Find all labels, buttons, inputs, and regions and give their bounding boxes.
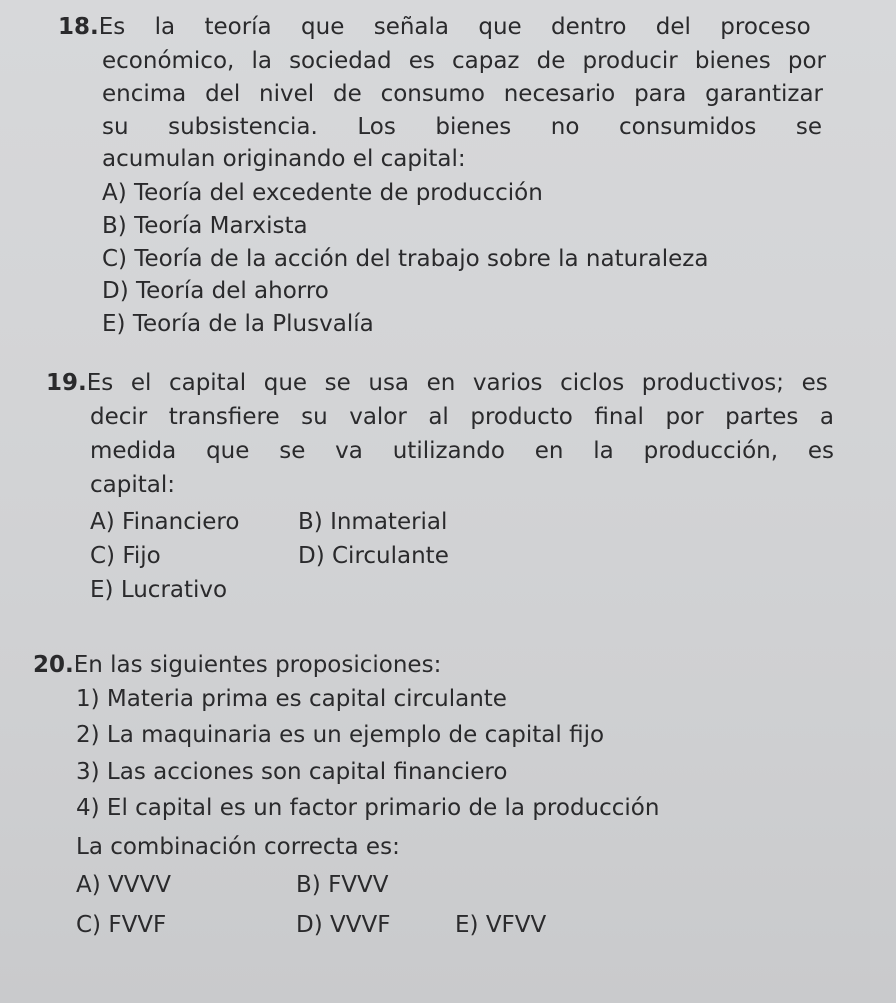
option-e: E) VFVV: [455, 912, 547, 938]
option-d: D) Teoría del ahorro: [102, 278, 329, 304]
option-a: A) VVVV: [76, 872, 171, 898]
proposition-4: 4) El capital es un factor primario de la producción: [76, 795, 660, 821]
option-e: E) Lucrativo: [90, 577, 228, 603]
option-c: C) Teoría de la acción del trabajo sobre la naturaleza: [102, 246, 709, 272]
option-b: B) Inmaterial: [298, 509, 448, 535]
question-text-line: decir transfiere su valor al producto final por partes a: [90, 404, 834, 430]
question-19-first-line: [46, 372, 832, 395]
question-text-line: su subsistencia. Los bienes no consumidos se: [102, 114, 822, 140]
question-text-line: Es la teoría que señala que dentro del proceso: [98, 14, 811, 40]
question-text-line: Es el capital que se usa en varios ciclos productivos; es: [86, 370, 828, 396]
option-a: A) Financiero: [90, 509, 240, 535]
question-text-line: económico, la sociedad es capaz de producir bienes por: [102, 48, 826, 74]
question-text-line: acumulan originando el capital:: [102, 146, 466, 172]
question-text-line: En las siguientes proposiciones:: [73, 652, 442, 678]
question-20-first-line: [33, 654, 441, 677]
proposition-1: 1) Materia prima es capital circulante: [76, 686, 507, 712]
question-number: 19.: [46, 370, 87, 396]
question-number: 20.: [33, 652, 74, 678]
question-number: 18.: [58, 14, 99, 40]
question-text-line: encima del nivel de consumo necesario para garantizar: [102, 81, 823, 107]
option-d: D) Circulante: [298, 543, 449, 569]
question-text-line: capital:: [90, 472, 175, 498]
option-a: A) Teoría del excedente de producción: [102, 180, 543, 206]
option-b: B) FVVV: [296, 872, 389, 898]
option-e: E) Teoría de la Plusvalía: [102, 311, 374, 337]
proposition-3: 3) Las acciones son capital financiero: [76, 759, 508, 785]
question-prompt: La combinación correcta es:: [76, 834, 400, 860]
option-d: D) VVVF: [296, 912, 391, 938]
question-18-first-line: [58, 16, 826, 39]
option-c: C) Fijo: [90, 543, 161, 569]
proposition-2: 2) La maquinaria es un ejemplo de capital fijo: [76, 722, 605, 748]
option-b: B) Teoría Marxista: [102, 213, 308, 239]
question-text-line: medida que se va utilizando en la producción, es: [90, 438, 834, 464]
option-c: C) FVVF: [76, 912, 167, 938]
